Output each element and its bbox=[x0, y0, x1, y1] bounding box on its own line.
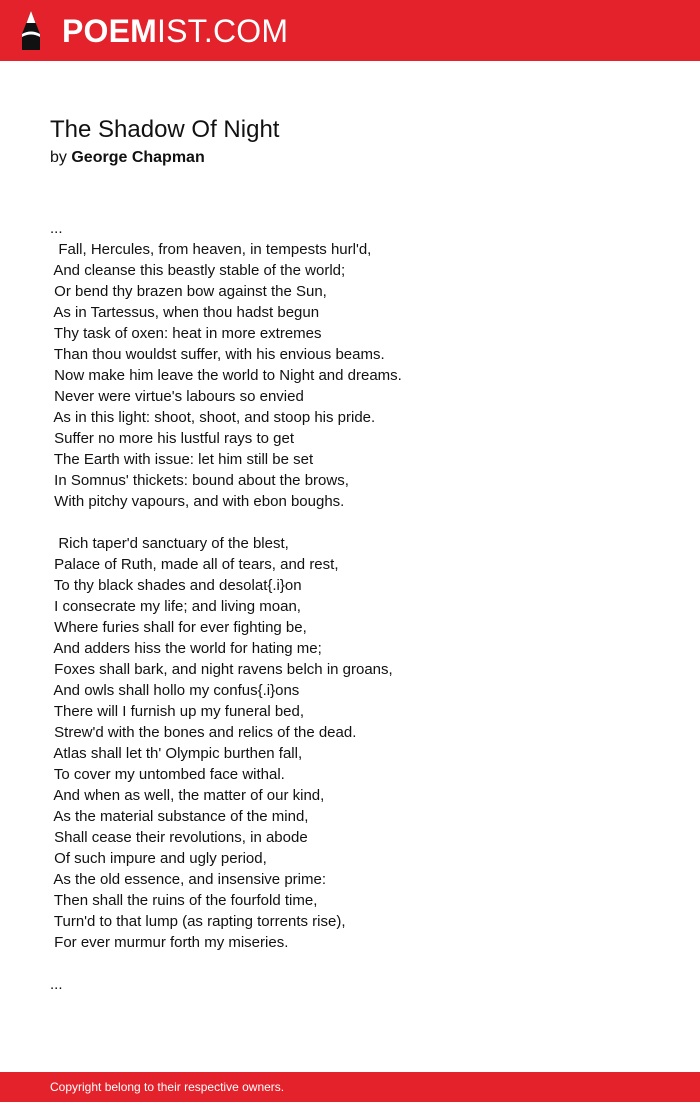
site-header bbox=[0, 0, 700, 61]
poem-line: Or bend thy brazen bow against the Sun, bbox=[50, 283, 327, 300]
poem-line: I consecrate my life; and living moan, bbox=[50, 598, 301, 615]
stanza-2 bbox=[50, 533, 650, 953]
poem-body bbox=[50, 218, 650, 995]
poem-line: Rich taper'd sanctuary of the blest, bbox=[50, 535, 289, 552]
poem-line: There will I furnish up my funeral bed, bbox=[50, 703, 305, 720]
poem-line: Never were virtue's labours so envied bbox=[50, 388, 304, 405]
poem-line: Shall cease their revolutions, in abode bbox=[50, 829, 308, 846]
poem-line: Then shall the ruins of the fourfold time, bbox=[50, 892, 318, 909]
poem-line: Fall, Hercules, from heaven, in tempests hurl'd, bbox=[50, 241, 372, 258]
poem-line: For ever murmur forth my miseries. bbox=[50, 934, 289, 951]
poem-line: With pitchy vapours, and with ebon boughs. bbox=[50, 493, 345, 510]
poem-line: As the material substance of the mind, bbox=[50, 808, 309, 825]
poem-line: Than thou wouldst suffer, with his envious beams. bbox=[50, 346, 385, 363]
by-prefix: by bbox=[50, 149, 67, 166]
stanza-gap bbox=[50, 953, 650, 974]
poem-line: Atlas shall let th' Olympic burthen fall, bbox=[50, 745, 303, 762]
site-footer bbox=[0, 1072, 700, 1102]
poem-line: As in this light: shoot, shoot, and stoop his pride. bbox=[50, 409, 376, 426]
ellipsis-top: ... bbox=[50, 220, 63, 237]
poem-line: And cleanse this beastly stable of the world; bbox=[50, 262, 346, 279]
poem-line: And owls shall hollo my confus{.i}ons bbox=[50, 682, 300, 699]
brand-bold: POEM bbox=[62, 13, 158, 49]
stanza-gap bbox=[50, 512, 650, 533]
poem-line: The Earth with issue: let him still be set bbox=[50, 451, 314, 468]
poem-line: As the old essence, and insensive prime: bbox=[50, 871, 326, 888]
brand-light: IST.COM bbox=[157, 13, 289, 49]
poem-line: Where furies shall for ever fighting be, bbox=[50, 619, 307, 636]
poem-title: The Shadow Of Night bbox=[50, 116, 280, 143]
site-logo-text[interactable] bbox=[62, 11, 288, 51]
byline bbox=[50, 149, 205, 167]
ellipsis-bottom: ... bbox=[50, 976, 63, 993]
author-name: George Chapman bbox=[71, 149, 205, 166]
poem-line: And when as well, the matter of our kind, bbox=[50, 787, 325, 804]
poem-line: To thy black shades and desolat{.i}on bbox=[50, 577, 302, 594]
poem-line: Palace of Ruth, made all of tears, and rest, bbox=[50, 556, 339, 573]
poem-line: Foxes shall bark, and night ravens belch in groans, bbox=[50, 661, 393, 678]
poem-line: And adders hiss the world for hating me; bbox=[50, 640, 322, 657]
poem-line: In Somnus' thickets: bound about the brows, bbox=[50, 472, 349, 489]
copyright-text: Copyright belong to their respective owners. bbox=[50, 1080, 285, 1094]
poem-line: As in Tartessus, when thou hadst begun bbox=[50, 304, 320, 321]
poem-line: Suffer no more his lustful rays to get bbox=[50, 430, 295, 447]
poem-line: Thy task of oxen: heat in more extremes bbox=[50, 325, 322, 342]
poem-line: Turn'd to that lump (as rapting torrents rise), bbox=[50, 913, 346, 930]
poem-line: Of such impure and ugly period, bbox=[50, 850, 267, 867]
stanza-1 bbox=[50, 239, 650, 512]
poem-line: To cover my untombed face withal. bbox=[50, 766, 285, 783]
pencil-tip-icon[interactable] bbox=[18, 10, 44, 52]
poem-line: Now make him leave the world to Night and dreams. bbox=[50, 367, 402, 384]
poem-line: Strew'd with the bones and relics of the dead. bbox=[50, 724, 357, 741]
